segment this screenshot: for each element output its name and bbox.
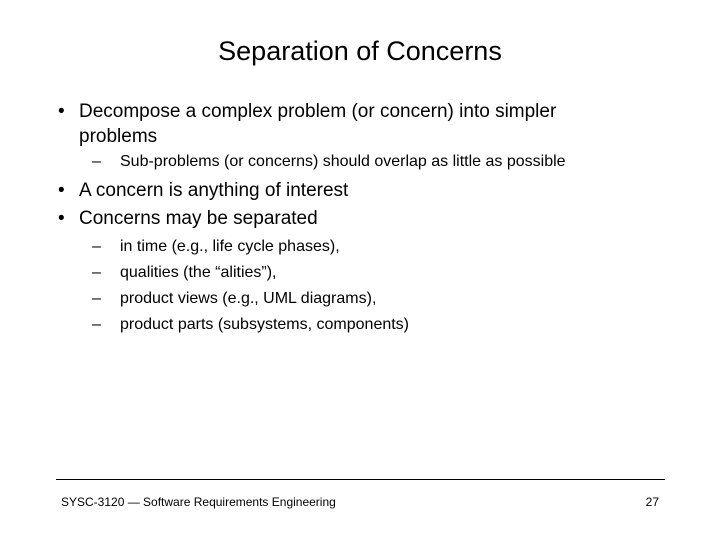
footer-course-title: SYSC-3120 — Software Requirements Engineering [61, 495, 336, 509]
footer-divider [56, 479, 665, 480]
sub-bullet-marker: – [92, 316, 101, 333]
slide-title: Separation of Concerns [218, 36, 502, 66]
bullet-marker: • [58, 208, 65, 229]
sub-bullet-text: in time (e.g., life cycle phases), [120, 238, 340, 255]
bullet-text: problems [79, 126, 158, 147]
bullet-text: Concerns may be separated [79, 208, 318, 229]
bullet-marker: • [58, 101, 65, 122]
bullet-text: Decompose a complex problem (or concern) into simpler [79, 101, 557, 122]
sub-bullet-marker: – [92, 290, 101, 307]
sub-bullet-text: Sub-problems (or concerns) should overlap as little as possible [120, 153, 566, 170]
footer-page-number: 27 [645, 495, 659, 509]
sub-bullet-marker: – [92, 264, 101, 281]
sub-bullet-marker: – [92, 238, 101, 255]
bullet-text: A concern is anything of interest [79, 180, 349, 201]
sub-bullet-text: product views (e.g., UML diagrams), [120, 290, 377, 307]
sub-bullet-text: qualities (the “alities”), [120, 264, 277, 281]
sub-bullet-marker: – [92, 153, 101, 170]
bullet-marker: • [58, 180, 65, 201]
sub-bullet-text: product parts (subsystems, components) [120, 316, 410, 333]
